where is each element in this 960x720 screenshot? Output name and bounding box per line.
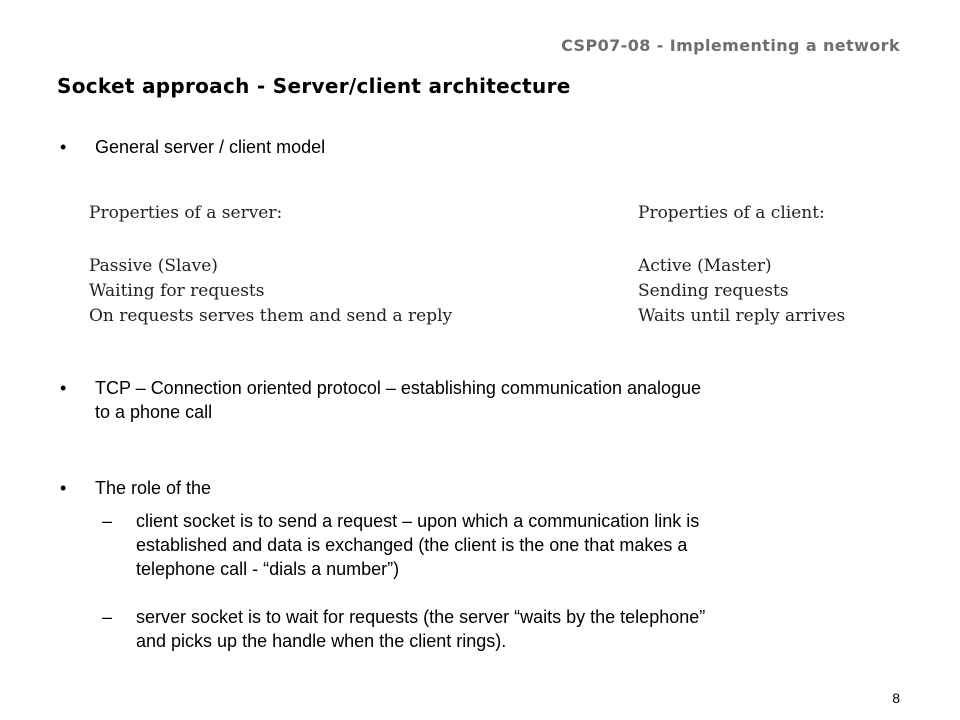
sub-bullet-client-line: telephone call - “dials a number”) — [136, 559, 400, 579]
sub-bullet-client-line: client socket is to send a request – upon which a communication link is — [136, 511, 700, 531]
dash-marker: – — [102, 607, 113, 627]
bullet-tcp-line: TCP – Connection oriented protocol – establishing communication analogue — [95, 378, 702, 398]
client-property-item: Sending requests — [638, 281, 789, 301]
bullet-role-text: The role of the — [95, 478, 212, 498]
bullet-marker: • — [60, 378, 67, 398]
bullet-marker: • — [60, 137, 67, 157]
server-properties — [89, 201, 609, 329]
bullet-marker: • — [60, 478, 67, 498]
bullet-tcp — [60, 376, 900, 424]
client-property-item: Active (Master) — [638, 256, 772, 276]
server-property-item: Passive (Slave) — [89, 256, 218, 276]
sub-bullet-server-socket — [102, 605, 902, 653]
slide-title: Socket approach - Server/client architecture — [57, 74, 571, 98]
bullet-general-model-text: General server / client model — [95, 137, 326, 157]
client-property-item: Waits until reply arrives — [638, 306, 846, 326]
client-properties-heading: Properties of a client: — [638, 203, 825, 223]
bullet-general-model — [60, 135, 660, 159]
sub-bullet-client-socket — [102, 509, 902, 581]
sub-bullet-server-line: server socket is to wait for requests (the server “waits by the telephone” — [136, 607, 706, 627]
sub-bullet-client-line: established and data is exchanged (the client is the one that makes a — [136, 535, 688, 555]
bullet-role — [60, 476, 460, 500]
server-property-item: On requests serves them and send a reply — [89, 306, 453, 326]
server-properties-heading: Properties of a server: — [89, 203, 283, 223]
sub-bullet-server-line: and picks up the handle when the client rings). — [136, 631, 507, 651]
dash-marker: – — [102, 511, 113, 531]
client-properties — [638, 201, 928, 329]
course-header: CSP07-08 - Implementing a network — [561, 36, 900, 55]
page-number: 8 — [892, 690, 900, 706]
server-property-item: Waiting for requests — [89, 281, 265, 301]
bullet-tcp-line: to a phone call — [95, 402, 213, 422]
